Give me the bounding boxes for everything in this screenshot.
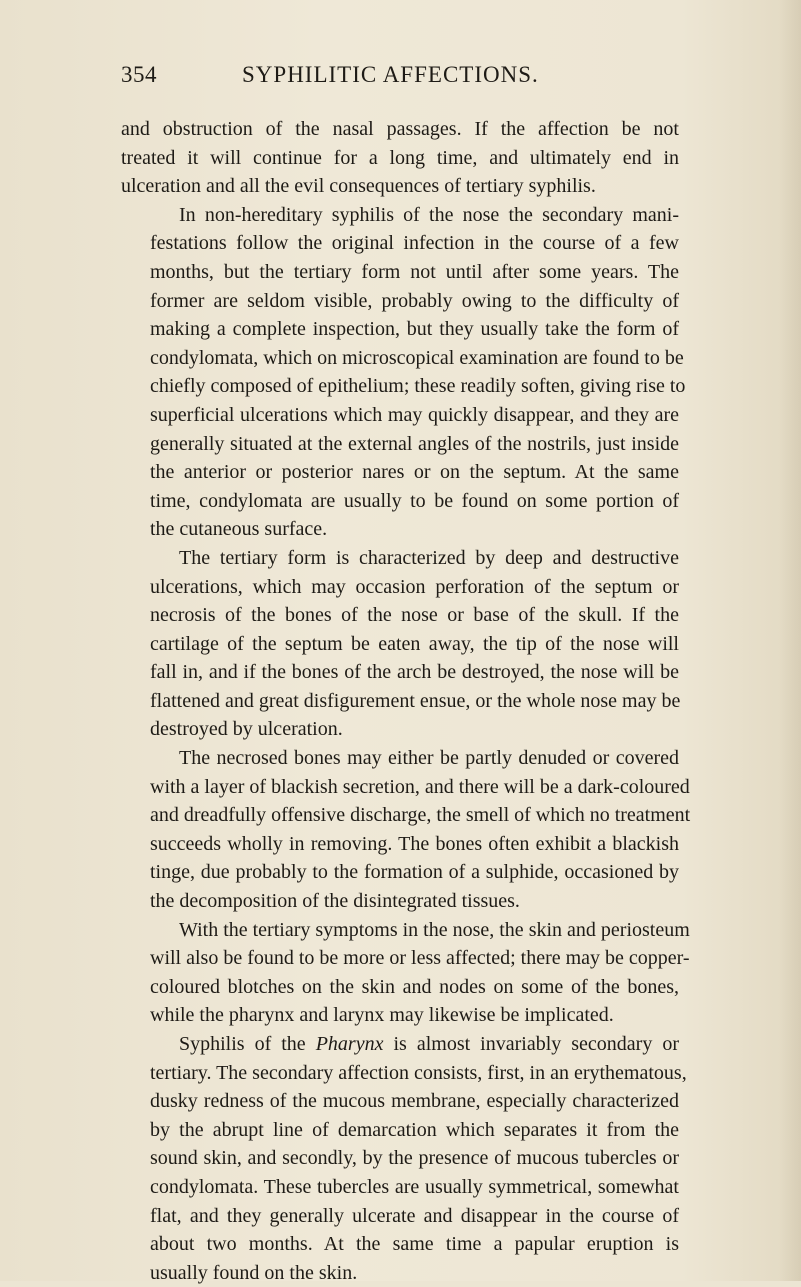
text-line: fall in, and if the bones of the arch be destroyed, the nose will be bbox=[150, 661, 679, 684]
text-line: necrosis of the bones of the nose or base of the skull. If the bbox=[150, 604, 679, 627]
text-line: condylomata. These tubercles are usually symmetrical, somewhat bbox=[150, 1175, 679, 1198]
text-line: ulcerations, which may occasion perforation of the septum or bbox=[150, 575, 679, 598]
paragraph-1 bbox=[121, 115, 679, 201]
text-line: With the tertiary symptoms in the nose, the skin and periosteum bbox=[179, 918, 690, 941]
text-line: coloured blotches on the skin and nodes on some of the bones, bbox=[150, 975, 679, 998]
text-line: treated it will continue for a long time, and ultimately end in bbox=[121, 146, 679, 169]
text-line: while the pharynx and larynx may likewise be implicated. bbox=[150, 1004, 614, 1027]
text-line: will also be found to be more or less affected; there may be copper- bbox=[150, 947, 690, 970]
text-line: usually found on the skin. bbox=[150, 1261, 358, 1284]
italic-term-pharynx: Pharynx bbox=[315, 1033, 384, 1055]
text-line: cartilage of the septum be eaten away, the tip of the nose will bbox=[150, 632, 679, 655]
text-line: by the abrupt line of demarcation which separates it from the bbox=[150, 1118, 679, 1141]
page-edge-shadow bbox=[779, 0, 801, 1281]
text-line: succeeds wholly in removing. The bones often exhibit a blackish bbox=[150, 832, 679, 855]
text-line: former are seldom visible, probably owing to the difficulty of bbox=[150, 289, 679, 312]
text-line: generally situated at the external angles of the nostrils, just inside bbox=[150, 432, 679, 455]
text-line: the decomposition of the disintegrated tissues. bbox=[150, 890, 520, 913]
text-line: destroyed by ulceration. bbox=[150, 718, 343, 741]
text-line bbox=[121, 1030, 679, 1059]
text-line: the anterior or posterior nares or on the septum. At the same bbox=[150, 461, 679, 484]
text-line: festations follow the original infection in the course of a few bbox=[150, 232, 679, 255]
text-line: the cutaneous surface. bbox=[150, 518, 328, 541]
paragraph-3 bbox=[121, 544, 679, 744]
text-line: dusky redness of the mucous membrane, especially characterized bbox=[150, 1090, 679, 1113]
text-run: Syphilis of the bbox=[179, 1033, 316, 1055]
text-line: chiefly composed of epithelium; these readily soften, giving rise to bbox=[150, 375, 686, 398]
text-line: and dreadfully offensive discharge, the smell of which no treatment bbox=[150, 804, 691, 827]
text-line: tertiary. The secondary affection consists, first, in an erythematous, bbox=[150, 1061, 687, 1084]
text-line: In non-hereditary syphilis of the nose the secondary mani- bbox=[179, 203, 679, 226]
paragraph-2 bbox=[121, 201, 686, 544]
running-head bbox=[121, 62, 677, 98]
text-line: about two months. At the same time a papular eruption is bbox=[150, 1233, 679, 1256]
text-line: condylomata, which on microscopical examination are found to be bbox=[150, 346, 684, 369]
text-run: is almost invariably secondary or bbox=[383, 1033, 679, 1055]
paragraph-5 bbox=[121, 916, 690, 1030]
text-line: flattened and great disfigurement ensue, or the whole nose may be bbox=[150, 689, 681, 712]
text-line: making a complete inspection, but they usually take the form of bbox=[150, 318, 679, 341]
text-line: flat, and they generally ulcerate and disappear in the course of bbox=[150, 1204, 679, 1227]
body-text bbox=[121, 115, 691, 1287]
text-line: ulceration and all the evil consequences of tertiary syphilis. bbox=[121, 175, 596, 198]
text-line: with a layer of blackish secretion, and there will be a dark-coloured bbox=[150, 775, 690, 798]
text-line: The tertiary form is characterized by deep and destructive bbox=[179, 546, 679, 569]
text-line: The necrosed bones may either be partly denuded or covered bbox=[179, 747, 679, 770]
text-line: and obstruction of the nasal passages. If the affection be not bbox=[121, 118, 679, 140]
page-number: 354 bbox=[121, 62, 157, 87]
text-line: superficial ulcerations which may quickly disappear, and they are bbox=[150, 403, 679, 426]
running-title: SYPHILITIC AFFECTIONS. bbox=[242, 62, 539, 87]
text-line: months, but the tertiary form not until after some years. The bbox=[150, 260, 679, 283]
text-line: tinge, due probably to the formation of a sulphide, occasioned by bbox=[150, 861, 679, 884]
paragraph-6 bbox=[121, 1030, 687, 1287]
text-line: sound skin, and secondly, by the presence of mucous tubercles or bbox=[150, 1147, 679, 1170]
paragraph-4 bbox=[121, 744, 691, 916]
text-line: time, condylomata are usually to be found on some portion of bbox=[150, 489, 679, 512]
